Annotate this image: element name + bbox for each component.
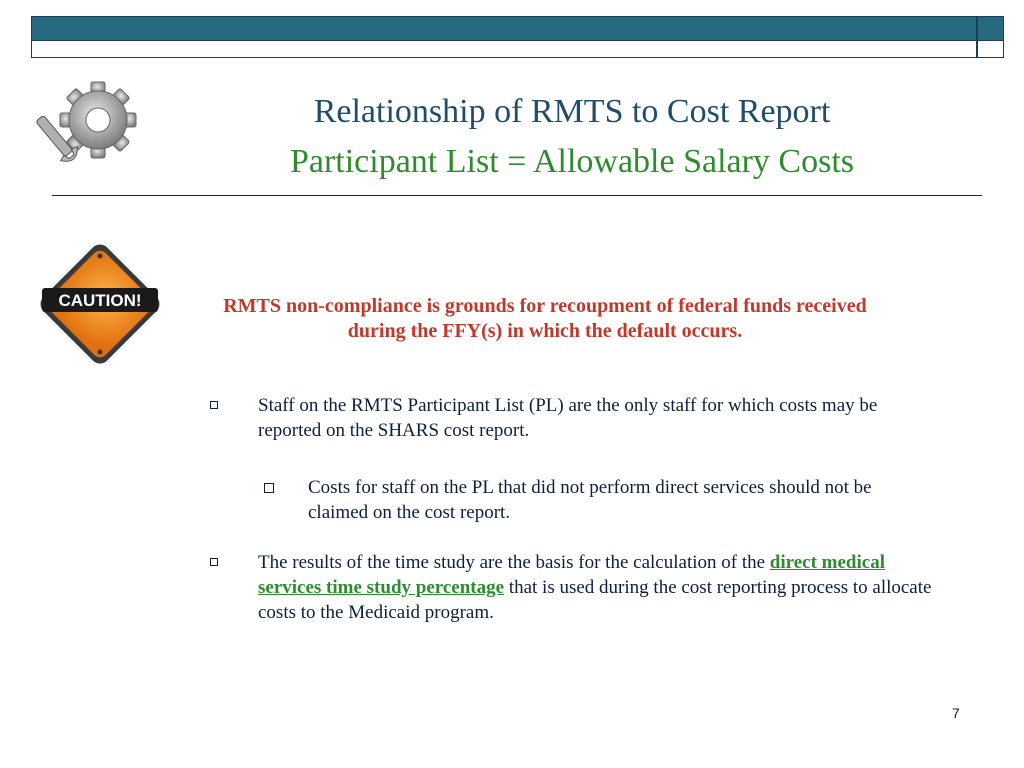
caution-sign-icon xyxy=(30,234,170,379)
sub-bullet-item xyxy=(308,475,888,525)
caution-label: CAUTION! xyxy=(58,291,142,310)
header-square xyxy=(977,16,1004,41)
square-bullet-icon xyxy=(210,401,218,409)
page-number: 7 xyxy=(952,705,960,721)
bullet-text-before: The results of the time study are the basis for the calculation of the xyxy=(258,552,766,573)
header-square-lower xyxy=(977,40,1004,58)
time-study-percentage-link[interactable]: direct medical services time study percentage xyxy=(258,552,885,598)
header-bar xyxy=(31,16,977,41)
bullet-text: Costs for staff on the PL that did not perform direct services should not be claimed on the cost report. xyxy=(308,477,872,523)
warning-text: RMTS non-compliance is grounds for recoupment of federal funds received during the FFY(s) in which the default occurs. xyxy=(223,295,867,342)
square-bullet-icon xyxy=(210,558,218,566)
square-bullet-icon xyxy=(264,483,274,493)
bullet-text-after: that is used during the cost reporting process to allocate costs to the Medicaid program. xyxy=(258,577,932,623)
bullet-item xyxy=(258,393,898,443)
slide-title-line2: Participant List = Allowable Salary Costs xyxy=(289,143,855,180)
header-bar-lower xyxy=(31,40,977,58)
slide-title-line1: Relationship of RMTS to Cost Report xyxy=(313,93,831,130)
title-divider xyxy=(52,195,982,196)
bullet-item xyxy=(258,550,938,625)
bullet-text: Staff on the RMTS Participant List (PL) are the only staff for which costs may be reported on the SHARS cost report. xyxy=(258,395,878,441)
